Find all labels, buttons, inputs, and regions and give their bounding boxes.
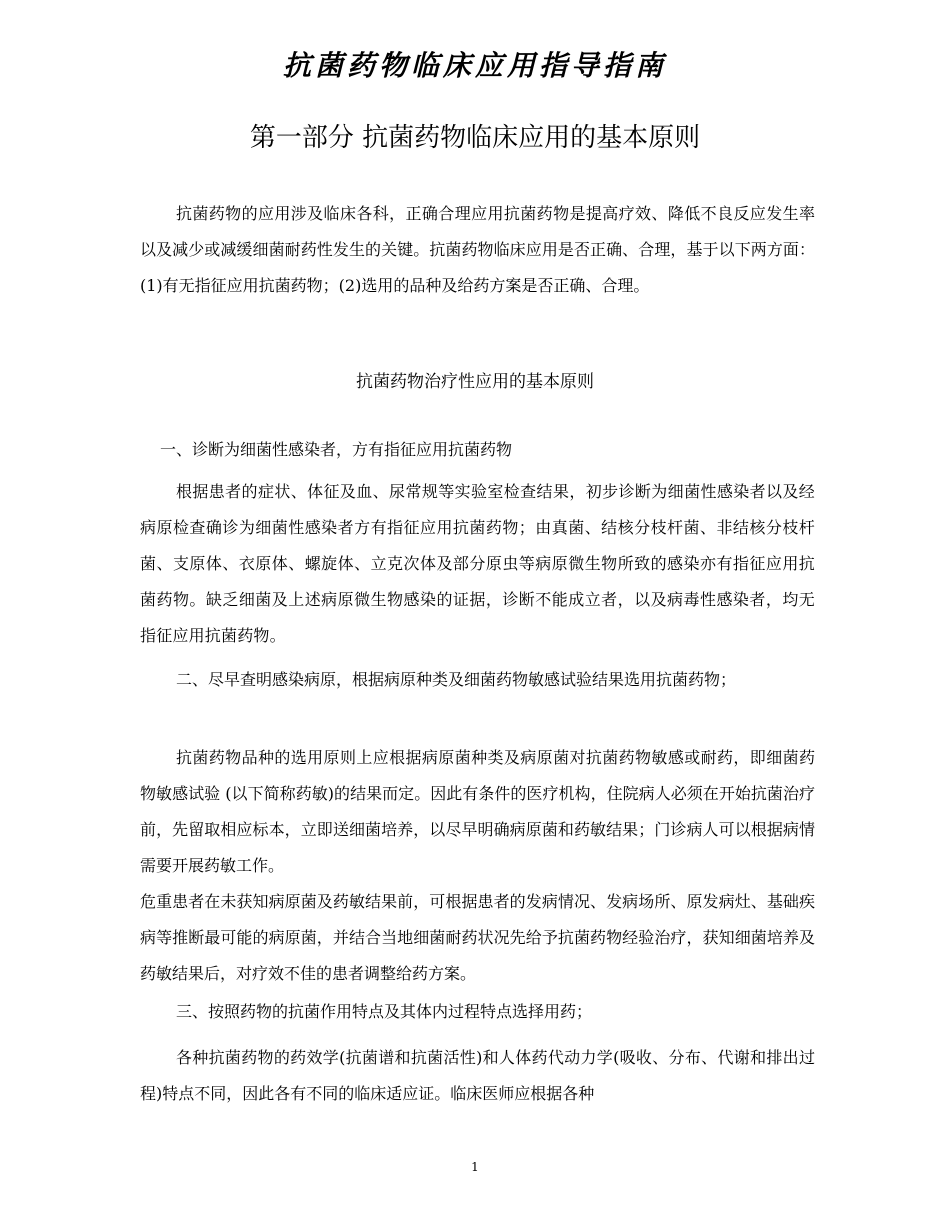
item3-heading: 三、按照药物的抗菌作用特点及其体内过程特点选择用药； xyxy=(176,1002,593,1021)
document-title: 抗菌药物临床应用指导指南 xyxy=(282,49,667,82)
page-number: 1 xyxy=(471,1160,479,1174)
item2-heading: 二、尽早查明感染病原，根据病原种类及细菌药物敏感试验结果选用抗菌药物； xyxy=(176,670,737,689)
item1-heading: 一、诊断为细菌性感染者，方有指征应用抗菌药物 xyxy=(160,440,513,459)
item1-body: 根据患者的症状、体征及血、尿常规等实验室检查结果，初步诊断为细菌性感染者以及经病原检查确诊为细菌性感染者方有指征应用抗菌药物；由真菌、结核分枝杆菌、非结核分枝杆菌、支原体、衣原体、螺旋体、立克次体及部分原虫等病原微生物所致的感染亦有指征应用抗菌药物。缺乏细菌及上述病原微生物感染的证据，诊断不能成立者，以及病毒性感染者，均无指征应用抗菌药物。 xyxy=(140,482,815,645)
item2-body-continued: 危重患者在未获知病原菌及药敏结果前，可根据患者的发病情况、发病场所、原发病灶、基础疾病等推断最可能的病原菌，并结合当地细菌耐药状况先给予抗菌药物经验治疗，获知细菌培养及药敏结果后，对疗效不佳的患者调整给药方案。 xyxy=(140,892,815,983)
item3-body: 各种抗菌药物的药效学(抗菌谱和抗菌活性)和人体药代动力学(吸收、分布、代谢和排出过程)特点不同，因此各有不同的临床适应证。临床医师应根据各种 xyxy=(140,1048,815,1103)
section-heading: 抗菌药物治疗性应用的基本原则 xyxy=(356,372,594,392)
intro-paragraph: 抗菌药物的应用涉及临床各科，正确合理应用抗菌药物是提高疗效、降低不良反应发生率以及减少或减缓细菌耐药性发生的关键。抗菌药物临床应用是否正确、合理，基于以下两方面：(1)有无指征应用抗菌药物；(2)选用的品种及给药方案是否正确、合理。 xyxy=(140,204,815,295)
part-title: 第一部分 抗菌药物临床应用的基本原则 xyxy=(249,123,701,153)
item2-body: 抗菌药物品种的选用原则上应根据病原菌种类及病原菌对抗菌药物敏感或耐药，即细菌药物敏感试验 (以下简称药敏)的结果而定。因此有条件的医疗机构，住院病人必须在开始抗菌治疗前，先留取相应标本，立即送细菌培养，以尽早明确病原菌和药敏结果；门诊病人可以根据病情需要开展药敏工作。 xyxy=(140,748,815,875)
